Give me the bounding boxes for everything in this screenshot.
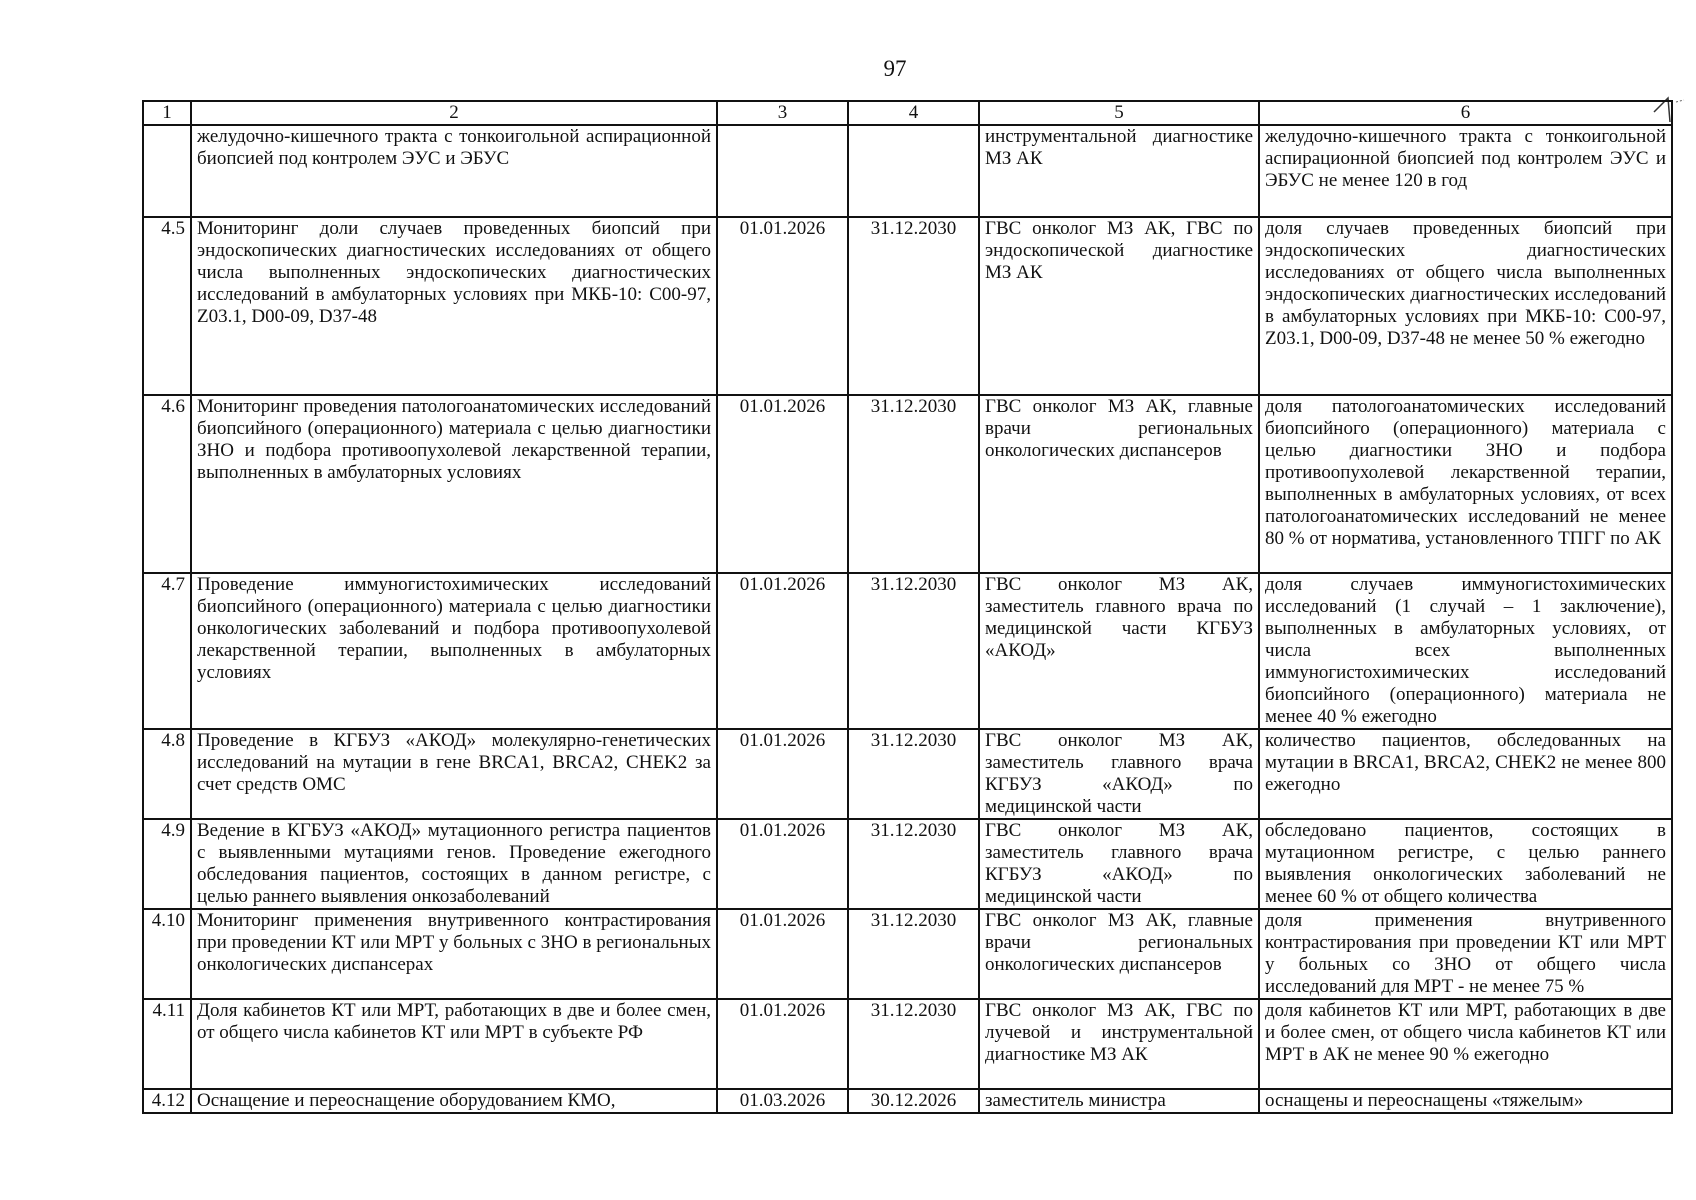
table-row: [143, 125, 1672, 217]
table-row: [143, 819, 1672, 909]
action-cell: Ведение в КГБУЗ «АКОД» мутационного регистра пациентов с выявленными мутациями генов. Проведение ежегодного обследования пациентов, состоящих в данном регистре, с целью раннего выявления онкозаболеваний: [191, 819, 717, 909]
end-date-cell: [848, 125, 979, 217]
start-date-cell: [717, 125, 848, 217]
plan-table: [142, 100, 1673, 1114]
result-cell: обследовано пациентов, состоящих в мутационном регистре, с целью раннего выявления онкологических заболеваний не менее 60 % от общего количества: [1259, 819, 1672, 909]
start-date-cell: 01.01.2026: [717, 909, 848, 999]
table-row: [143, 999, 1672, 1089]
column-header: 2: [191, 101, 717, 125]
action-cell: Оснащение и переоснащение оборудованием КМО,: [191, 1089, 717, 1113]
responsible-cell: ГВС онколог МЗ АК, ГВС по лучевой и инструментальной диагностике МЗ АК: [979, 999, 1259, 1089]
action-cell: Доля кабинетов КТ или МРТ, работающих в две и более смен, от общего числа кабинетов КТ или МРТ в субъекте РФ: [191, 999, 717, 1089]
row-number: [143, 125, 191, 217]
responsible-cell: заместитель министра: [979, 1089, 1259, 1113]
result-cell: доля случаев иммуногистохимических исследований (1 случай – 1 заключение), выполненных в амбулаторных условиях, от числа всех выполненных иммуногистохимических исследований биопсийного (операционного) материала не менее 40 % ежегодно: [1259, 573, 1672, 729]
table-row: [143, 909, 1672, 999]
end-date-cell: 31.12.2030: [848, 999, 979, 1089]
responsible-cell: инструментальной диагностике МЗ АК: [979, 125, 1259, 217]
end-date-cell: 31.12.2030: [848, 217, 979, 395]
responsible-cell: ГВС онколог МЗ АК, заместитель главного врача КГБУЗ «АКОД» по медицинской части: [979, 729, 1259, 819]
action-cell: Проведение иммуногистохимических исследований биопсийного (операционного) материала с целью диагностики онкологических заболеваний и подбора противоопухолевой лекарственной терапии, выполненных в амбулаторных условиях: [191, 573, 717, 729]
row-number: 4.8: [143, 729, 191, 819]
result-cell: желудочно-кишечного тракта с тонкоигольной аспирационной биопсией под контролем ЭУС и ЭБУС не менее 120 в год: [1259, 125, 1672, 217]
column-header: 6: [1259, 101, 1672, 125]
result-cell: оснащены и переоснащены «тяжелым»: [1259, 1089, 1672, 1113]
row-number: 4.9: [143, 819, 191, 909]
column-header: 4: [848, 101, 979, 125]
row-number: 4.5: [143, 217, 191, 395]
table-header-row: [143, 101, 1672, 125]
row-number: 4.12: [143, 1089, 191, 1113]
result-cell: количество пациентов, обследованных на мутации в BRCA1, BRCA2, CHEK2 не менее 800 ежегодно: [1259, 729, 1672, 819]
start-date-cell: 01.01.2026: [717, 573, 848, 729]
responsible-cell: ГВС онколог МЗ АК, заместитель главного врача по медицинской части КГБУЗ «АКОД»: [979, 573, 1259, 729]
row-number: 4.6: [143, 395, 191, 573]
start-date-cell: 01.03.2026: [717, 1089, 848, 1113]
column-header: 1: [143, 101, 191, 125]
responsible-cell: ГВС онколог МЗ АК, заместитель главного врача КГБУЗ «АКОД» по медицинской части: [979, 819, 1259, 909]
result-cell: доля патологоанатомических исследований биопсийного (операционного) материала с целью диагностики ЗНО и подбора противоопухолевой лекарственной терапии, выполненных в амбулаторных условиях, от всех патологоанатомических исследований не менее 80 % от норматива, установленного ТПГГ по АК: [1259, 395, 1672, 573]
responsible-cell: ГВС онколог МЗ АК, ГВС по эндоскопической диагностике МЗ АК: [979, 217, 1259, 395]
column-header: 5: [979, 101, 1259, 125]
responsible-cell: ГВС онколог МЗ АК, главные врачи региональных онкологических диспансеров: [979, 395, 1259, 573]
end-date-cell: 31.12.2030: [848, 395, 979, 573]
start-date-cell: 01.01.2026: [717, 729, 848, 819]
action-cell: желудочно-кишечного тракта с тонкоигольной аспирационной биопсией под контролем ЭУС и ЭБУС: [191, 125, 717, 217]
end-date-cell: 31.12.2030: [848, 729, 979, 819]
row-number: 4.7: [143, 573, 191, 729]
table-row: [143, 729, 1672, 819]
start-date-cell: 01.01.2026: [717, 395, 848, 573]
start-date-cell: 01.01.2026: [717, 819, 848, 909]
end-date-cell: 31.12.2030: [848, 909, 979, 999]
column-header: 3: [717, 101, 848, 125]
start-date-cell: 01.01.2026: [717, 217, 848, 395]
table-row: [143, 573, 1672, 729]
row-number: 4.10: [143, 909, 191, 999]
page-number: 97: [883, 56, 907, 81]
end-date-cell: 31.12.2030: [848, 573, 979, 729]
result-cell: доля случаев проведенных биопсий при эндоскопических диагностических исследованиях от общего числа выполненных эндоскопических диагностических исследований в амбулаторных условиях при МКБ-10: С00-97, Z03.1, D00-09, D37-48 не менее 50 % ежегодно: [1259, 217, 1672, 395]
table-row: [143, 217, 1672, 395]
result-cell: доля применения внутривенного контрастирования при проведении КТ или МРТ у больных со ЗНО от общего числа исследований для МРТ - не менее 75 %: [1259, 909, 1672, 999]
action-cell: Проведение в КГБУЗ «АКОД» молекулярно-генетических исследований на мутации в гене BRCA1, BRCA2, CHEK2 за счет средств ОМС: [191, 729, 717, 819]
result-cell: доля кабинетов КТ или МРТ, работающих в две и более смен, от общего числа кабинетов КТ или МРТ в АК не менее 90 % ежегодно: [1259, 999, 1672, 1089]
row-number: 4.11: [143, 999, 191, 1089]
end-date-cell: 30.12.2026: [848, 1089, 979, 1113]
end-date-cell: 31.12.2030: [848, 819, 979, 909]
action-cell: Мониторинг применения внутривенного контрастирования при проведении КТ или МРТ у больных с ЗНО в региональных онкологических диспансерах: [191, 909, 717, 999]
table-row: [143, 1089, 1672, 1113]
action-cell: Мониторинг проведения патологоанатомических исследований биопсийного (операционного) материала с целью диагностики ЗНО и подбора противоопухолевой лекарственной терапии, выполненных в амбулаторных условиях: [191, 395, 717, 573]
start-date-cell: 01.01.2026: [717, 999, 848, 1089]
responsible-cell: ГВС онколог МЗ АК, главные врачи региональных онкологических диспансеров: [979, 909, 1259, 999]
table-row: [143, 395, 1672, 573]
action-cell: Мониторинг доли случаев проведенных биопсий при эндоскопических диагностических исследованиях от общего числа выполненных эндоскопических диагностических исследований в амбулаторных условиях при МКБ-10: С00-97, Z03.1, D00-09, D37-48: [191, 217, 717, 395]
